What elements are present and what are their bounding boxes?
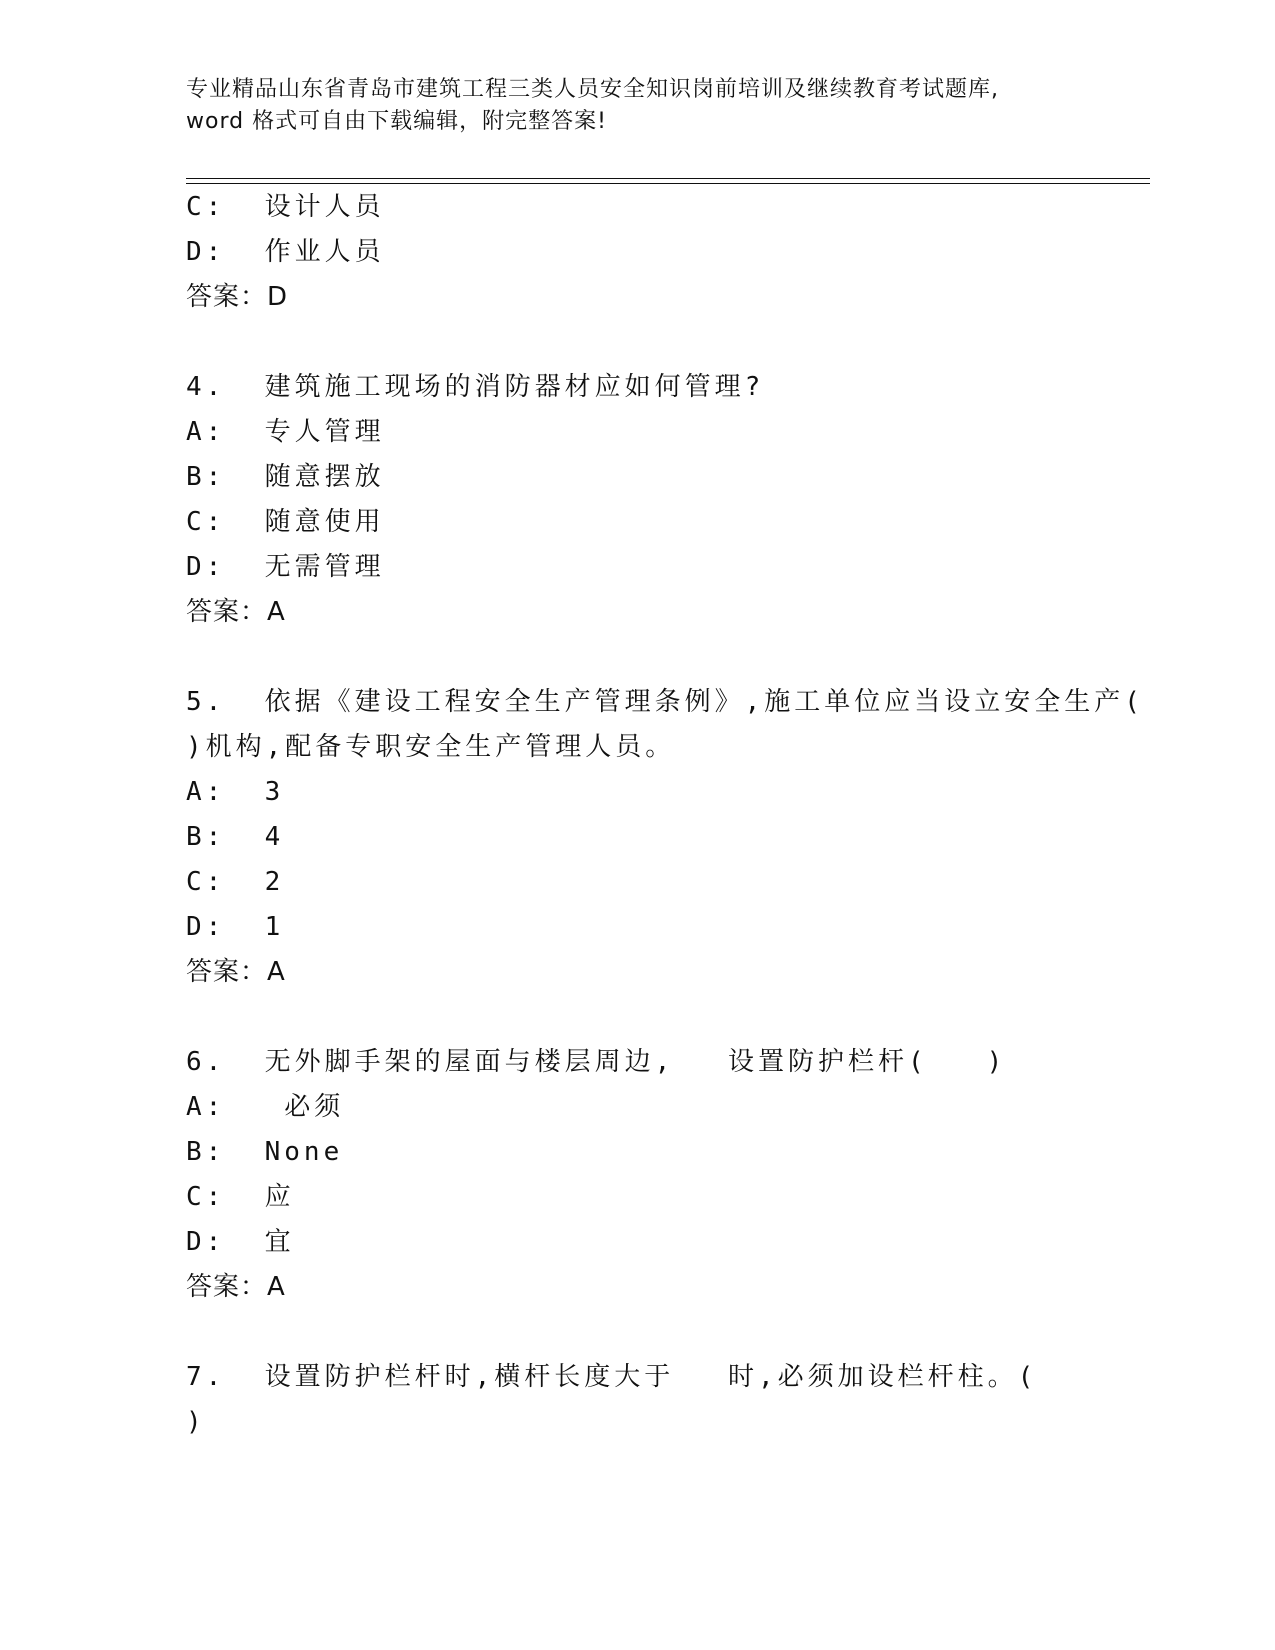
q6-option-d: D: 宜 <box>186 1227 295 1257</box>
header-line-1: 专业精品山东省青岛市建筑工程三类人员安全知识岗前培训及继续教育考试题库, <box>186 77 999 102</box>
header-divider-bottom <box>186 183 1150 184</box>
q6-option-c: C: 应 <box>186 1182 295 1212</box>
q6-answer: 答案：A <box>186 1272 286 1302</box>
q6-option-a: A: 必须 <box>186 1092 345 1122</box>
q7-question-right: 时,必须加设栏杆柱。( <box>728 1362 1038 1392</box>
header-divider-top <box>186 178 1150 179</box>
q4-option-c: C: 随意使用 <box>186 507 385 537</box>
q5-answer: 答案：A <box>186 957 286 987</box>
q7-question-left: 7. 设置防护栏杆时,横杆长度大于 <box>186 1362 675 1392</box>
q5-option-c: C: 2 <box>186 867 285 897</box>
q4-question: 4. 建筑施工现场的消防器材应如何管理? <box>186 372 765 402</box>
q7-question-line-2: ) <box>186 1407 206 1437</box>
q3-option-c: C: 设计人员 <box>186 192 385 222</box>
q6-question-right: 设置防护栏杆( ) <box>728 1047 1007 1077</box>
q5-question-line-2: )机构,配备专职安全生产管理人员。 <box>186 732 676 762</box>
q4-option-b: B: 随意摆放 <box>186 462 385 492</box>
q3-answer: 答案：D <box>186 282 289 312</box>
document-header <box>186 74 1086 138</box>
q5-option-b: B: 4 <box>186 822 285 852</box>
q5-question-line-1: 5. 依据《建设工程安全生产管理条例》,施工单位应当设立安全生产( <box>186 687 1144 717</box>
q4-option-a: A: 专人管理 <box>186 417 385 447</box>
q6-option-b: B: None <box>186 1137 344 1167</box>
q4-option-d: D: 无需管理 <box>186 552 385 582</box>
header-line-2: word 格式可自由下载编辑，附完整答案! <box>186 109 607 134</box>
q5-option-d: D: 1 <box>186 912 285 942</box>
q4-answer: 答案：A <box>186 597 286 627</box>
q5-option-a: A: 3 <box>186 777 285 807</box>
q6-question-left: 6. 无外脚手架的屋面与楼层周边, <box>186 1047 675 1077</box>
q3-option-d: D: 作业人员 <box>186 237 385 267</box>
